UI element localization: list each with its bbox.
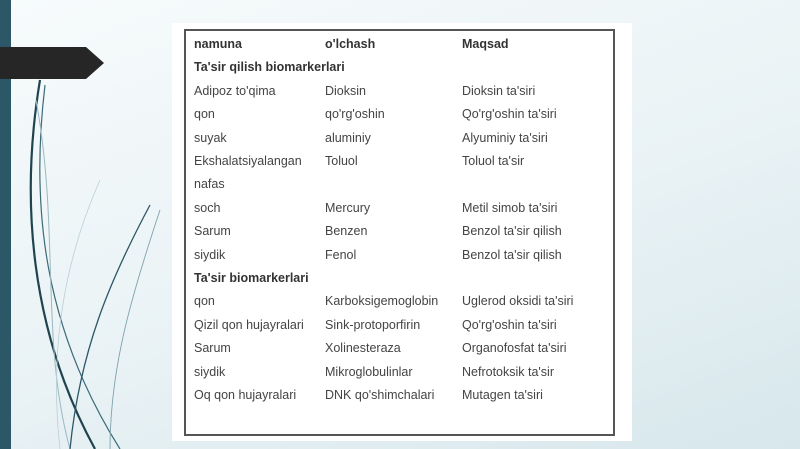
cell-measurement: Dioksin <box>325 83 366 98</box>
cell-sample: Qizil qon hujayralari <box>194 317 304 332</box>
header-purpose: Maqsad <box>462 37 509 51</box>
cell-purpose: Qo'rg'oshin ta'siri <box>462 317 557 332</box>
table-row <box>194 127 612 150</box>
cell-measurement: Toluol <box>325 154 358 169</box>
section-title-row <box>194 267 612 290</box>
table-frame <box>184 29 615 436</box>
cell-measurement: Mercury <box>325 200 371 215</box>
cell-sample: Adipoz to'qima <box>194 83 276 98</box>
cell-sample: qon <box>194 107 215 122</box>
table-row <box>194 197 612 220</box>
section-title: Ta'sir biomarkerlari <box>194 271 309 286</box>
cell-purpose: Alyuminiy ta'siri <box>462 130 548 145</box>
table-row <box>194 314 612 337</box>
cell-measurement: aluminiy <box>325 130 371 145</box>
cell-measurement: Xolinesteraza <box>325 341 401 356</box>
cell-purpose: Qo'rg'oshin ta'siri <box>462 107 557 122</box>
cell-measurement: Mikroglobulinlar <box>325 364 413 379</box>
cell-measurement: qo'rg'oshin <box>325 107 385 122</box>
table-row <box>194 150 612 197</box>
cell-purpose: Benzol ta'sir qilish <box>462 224 562 239</box>
slide-panel <box>172 23 632 441</box>
cell-purpose: Uglerod oksidi ta'siri <box>462 294 574 309</box>
cell-purpose: Toluol ta'sir <box>462 154 525 169</box>
cell-sample: Sarum <box>194 341 231 356</box>
table-row <box>194 103 612 126</box>
cell-sample: suyak <box>194 130 227 145</box>
table-row <box>194 337 612 360</box>
cell-measurement: Sink-protoporfirin <box>325 317 421 332</box>
cell-measurement: Fenol <box>325 247 357 262</box>
cell-sample: Sarum <box>194 224 231 239</box>
cell-measurement: Karboksigemoglobin <box>325 294 439 309</box>
cell-measurement: DNK qo'shimchalari <box>325 388 435 403</box>
header-measurement: o'lchash <box>325 37 376 51</box>
table-row <box>194 220 612 243</box>
cell-purpose: Nefrotoksik ta'sir <box>462 364 554 379</box>
table-row <box>194 361 612 384</box>
section-title: Ta'sir qilish biomarkerlari <box>194 60 345 75</box>
section-title-row <box>194 56 612 79</box>
cell-purpose: Dioksin ta'siri <box>462 83 536 98</box>
cell-sample: soch <box>194 200 221 215</box>
table-header-row <box>194 33 612 56</box>
table-row <box>194 384 612 407</box>
cell-measurement: Benzen <box>325 224 368 239</box>
cell-sample: qon <box>194 294 215 309</box>
cell-purpose: Mutagen ta'siri <box>462 388 543 403</box>
table-row <box>194 290 612 313</box>
arrow-tab <box>0 47 104 79</box>
table-row <box>194 244 612 267</box>
biomarker-table <box>194 33 612 408</box>
cell-sample: siydik <box>194 247 226 262</box>
cell-purpose: Metil simob ta'siri <box>462 200 558 215</box>
cell-purpose: Benzol ta'sir qilish <box>462 247 562 262</box>
header-sample: namuna <box>194 37 242 51</box>
cell-purpose: Organofosfat ta'siri <box>462 341 567 356</box>
cell-sample: siydik <box>194 364 226 379</box>
cell-sample: Oq qon hujayralari <box>194 388 297 403</box>
table-row <box>194 80 612 103</box>
cell-sample: Ekshalatsiyalangan nafas <box>194 154 302 192</box>
